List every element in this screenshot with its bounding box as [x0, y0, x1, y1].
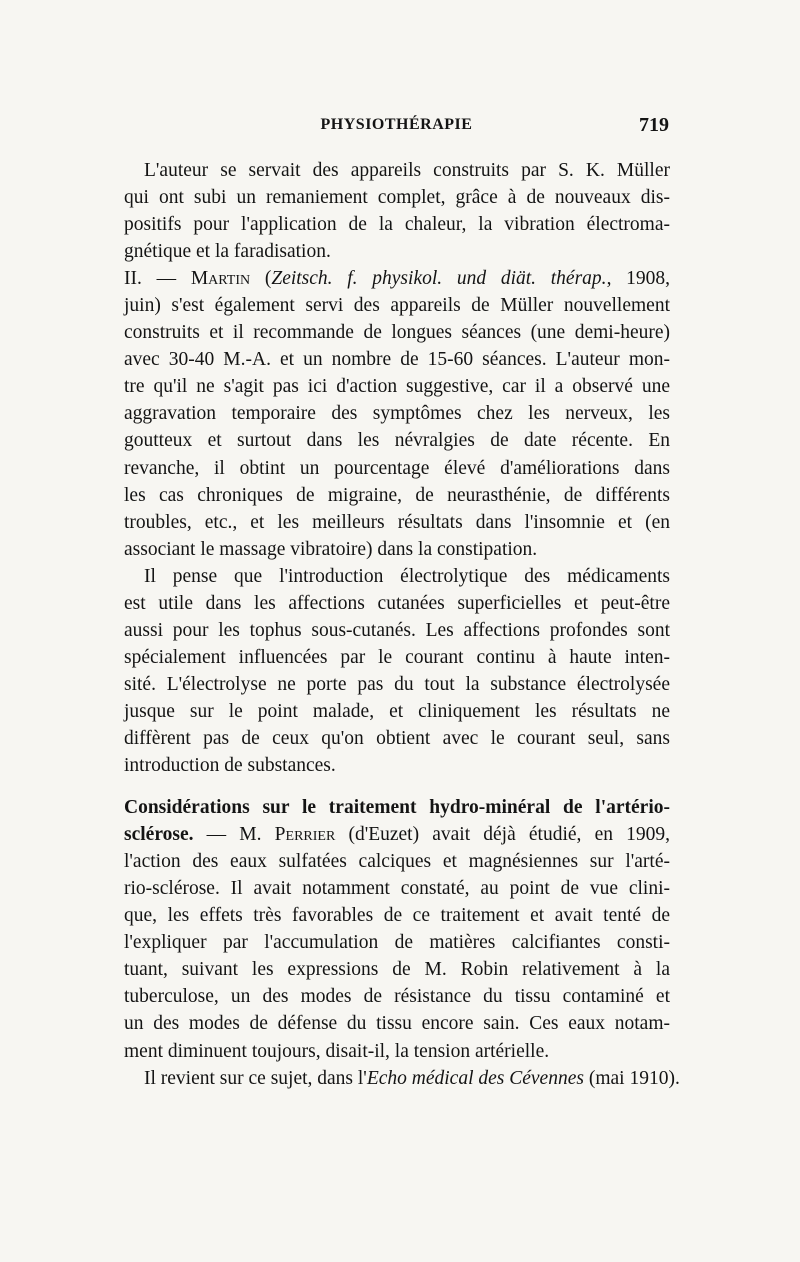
- text-line: construits et il recommande de longues séances (une demi-heure): [124, 322, 670, 344]
- author-name: Perrier: [274, 824, 336, 846]
- text-line: tuberculose, un des modes de résistance du tissu contaminé et: [124, 986, 670, 1008]
- section-number: II. —: [124, 268, 177, 290]
- section-heading-end: sclérose.: [124, 824, 194, 846]
- page-number: 719: [639, 114, 669, 136]
- text-line: diffèrent pas de ceux qu'on obtient avec le courant seul, sans: [124, 727, 670, 749]
- text-line: [124, 265, 670, 292]
- text-line: jusque sur le point malade, et cliniquement les résultats ne: [124, 700, 670, 722]
- text-line: troubles, etc., et les meilleurs résultats dans l'insomnie et (en: [124, 511, 670, 533]
- text-fragment: Il revient sur ce sujet, dans l': [144, 1067, 367, 1089]
- text-line: rio-sclérose. Il avait notamment constaté, au point de vue clini-: [124, 878, 670, 900]
- running-head: [124, 116, 669, 144]
- text-line: l'expliquer par l'accumulation de matières calcifiantes consti-: [124, 932, 670, 954]
- text-line: tre qu'il ne s'agit pas ici d'action suggestive, car il a observé une: [124, 376, 670, 398]
- running-title: PHYSIOTHÉRAPIE: [320, 116, 473, 133]
- text-fragment: (mai 1910).: [583, 1067, 680, 1089]
- text-line: juin) s'est également servi des appareils de Müller nouvellement: [124, 295, 670, 317]
- text-line: l'action des eaux sulfatées calciques et magnésiennes sur l'arté-: [124, 851, 670, 873]
- text-line: ment diminuent toujours, disait-il, la tension artérielle.: [124, 1040, 550, 1062]
- text-line: [124, 821, 670, 848]
- journal-title: Zeitsch. f. physikol. und diät. thérap.: [271, 268, 607, 290]
- journal-title: Echo médical des Cévennes: [366, 1067, 584, 1089]
- text-line: revanche, il obtint un pourcentage élevé d'améliorations dans: [124, 457, 670, 479]
- text-line: Il pense que l'introduction électrolytique des médicaments: [144, 565, 670, 587]
- reference-date: , 1908,: [606, 268, 671, 290]
- text-line: aggravation temporaire des symptômes chez les nerveux, les: [124, 403, 670, 425]
- text-line: les cas chroniques de migraine, de neurasthénie, de différents: [124, 484, 670, 506]
- text-line: aussi pour les tophus sous-cutanés. Les affections profondes sont: [124, 619, 670, 641]
- text-line: avec 30-40 M.-A. et un nombre de 15-60 séances. L'auteur mon-: [124, 349, 670, 371]
- text-line: sité. L'électrolyse ne porte pas du tout la substance électrolysée: [124, 673, 670, 695]
- paren-open: (: [264, 268, 272, 290]
- text-line: qui ont subi un remaniement complet, grâce à de nouveaux dis-: [124, 187, 670, 209]
- author-name: Martin: [190, 268, 251, 290]
- text-line: est utile dans les affections cutanées superficielles et peut-être: [124, 592, 670, 614]
- text-line: introduction de substances.: [124, 755, 336, 777]
- body-text: [124, 157, 680, 1092]
- text-line: [124, 1065, 680, 1092]
- text-line: un des modes de défense du tissu encore sain. Ces eaux notam-: [124, 1013, 670, 1035]
- section-heading: Considérations sur le traitement hydro-minéral de l'artério-: [124, 797, 670, 819]
- text-line: positifs pour l'application de la chaleur, la vibration électroma-: [124, 214, 670, 236]
- text-line: associant le massage vibratoire) dans la constipation.: [124, 538, 538, 560]
- text-fragment: (d'Euzet) avait déjà étudié, en 1909,: [335, 824, 670, 846]
- text-line: que, les effets très favorables de ce traitement et avait tenté de: [124, 905, 670, 927]
- text-line: gnétique et la faradisation.: [124, 241, 331, 263]
- text-line: tuant, suivant les expressions de M. Robin relativement à la: [124, 959, 670, 981]
- text-line: goutteux et surtout dans les névralgies de date récente. En: [124, 430, 670, 452]
- text-line: spécialement influencées par le courant continu à haute inten-: [124, 646, 670, 668]
- dash: — M.: [193, 824, 275, 846]
- text-line: L'auteur se servait des appareils construits par S. K. Müller: [144, 160, 670, 181]
